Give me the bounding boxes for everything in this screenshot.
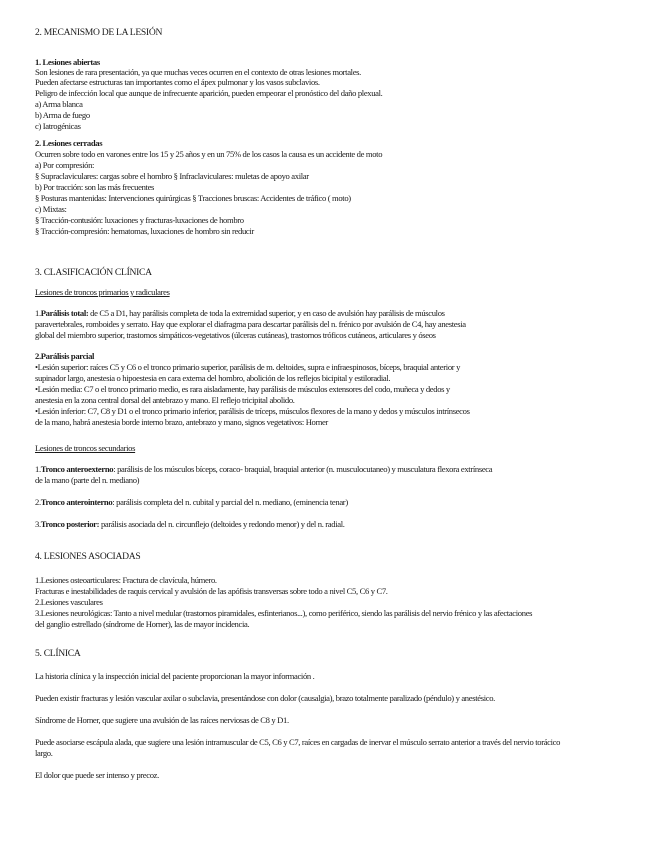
tronco-posterior-text: parálisis asociada del n. circunflejo (deltoides y redondo menor) y del n. radial. (99, 519, 345, 529)
list-item: § Posturas mantenidas: Intervenciones quirúrgicas § Tracciones bruscas: Accidentes de tráfico ( moto) (35, 193, 351, 203)
paragraph-line: 3.Tronco posterior: parálisis asociada del n. circunflejo (deltoides y redondo menor) y del n. radial. (35, 519, 345, 529)
subheading-lesiones-cerradas: 2. Lesiones cerradas (35, 138, 103, 148)
paragraph-line: de la mano (parte del n. mediano) (35, 475, 140, 485)
paragraph-line: 3.Lesiones neurológicas: Tanto a nivel medular (trastornos piramidales, esfinterianos...), como periférico, siendo las parálisis del nervio frénico y las afectaciones (35, 608, 533, 618)
paragraph-line: global del miembro superior, trastornos simpáticos-vegetativos (úlceras cutáneas), trastornos tróficos cutáneos, articulares y óseos (35, 330, 436, 340)
paragraph-line: 2.Tronco anterointerno: parálisis completa del n. cubital y parcial del n. mediano, (eminencia tenar) (35, 497, 348, 507)
paragraph-line: •Lesión media: C7 o el tronco primario medio, es rara aisladamente, hay parálisis de músculos extensores del codo, muñeca y dedos y (35, 384, 450, 394)
paragraph-line: Puede asociarse escápula alada, que sugiere una lesión intramuscular de C5, C6 y C7, raíces en cargadas de inervar el músculo serrato anterior a través del nervio torácico (35, 737, 561, 747)
list-item: a) Por compresión: (35, 160, 95, 170)
paragraph-line: El dolor que puede ser intenso y precoz. (35, 770, 159, 780)
paragraph-line: paravertebrales, romboides y serrato. Hay que explorar el diafragma para descartar parálisis del n. frénico por avulsión de C4, hay anestesia (35, 319, 466, 329)
subheading-paralisis-parcial: 2.Parálisis parcial (35, 351, 95, 361)
paragraph-line: de la mano, habrá anestesia borde interno brazo, antebrazo y mano, signos vegetativos: Horner (35, 417, 328, 427)
tronco-anterointerno-label: Tronco anterointerno (40, 497, 113, 507)
section-heading-lesiones-asociadas: 4. LESIONES ASOCIADAS (35, 551, 141, 562)
section-heading-clasificacion: 3. CLASIFICACIÓN CLÍNICA (35, 267, 152, 278)
paragraph-line: 1.Lesiones osteoarticulares: Fractura de clavícula, húmero. (35, 575, 217, 585)
paragraph-line: del ganglio estrellado (síndrome de Horner), las de mayor incidencia. (35, 619, 250, 629)
paragraph-line: 1.Parálisis total: de C5 a D1, hay parálisis completa de toda la extremidad superior, y en caso de avulsión hay parálisis de músculos (35, 308, 445, 318)
list-item: c) Iatrogénicas (35, 121, 81, 131)
list-item: a) Arma blanca (35, 99, 83, 109)
paragraph-line: supinador largo, anestesia o hipoestesia en cara externa del hombro, abolición de los reflejos bicipital y estiloradial. (35, 373, 391, 383)
paragraph-line: Son lesiones de rara presentación, ya que muchas veces ocurren en el contexto de otras lesiones mortales. (35, 67, 361, 77)
paragraph-line: 2.Lesiones vasculares (35, 597, 103, 607)
paragraph-line: Peligro de infección local que aunque de infrecuente aparición, pueden empeorar el pronóstico del daño plexual. (35, 88, 383, 98)
paralisis-total-label: Parálisis total: (40, 308, 89, 318)
paragraph-line: •Lesión inferior: C7, C8 y D1 o el tronco primario inferior, parálisis de tríceps, músculos flexores de la mano y dedos y músculos intrínsecos (35, 406, 470, 416)
paragraph-line: Fracturas e inestabilidades de raquis cervical y avulsión de las apófisis transversas sobre todo a nivel C5, C6 y C7. (35, 586, 388, 596)
paragraph-line: Pueden existir fracturas y lesión vascular axilar o subclavia, presentándose con dolor (causalgia), brazo totalmente paralizado (péndulo) y anestésico. (35, 693, 495, 703)
list-item: § Tracción-contusión: luxaciones y fracturas-luxaciones de hombro (35, 215, 244, 225)
subheading-lesiones-abiertas: 1. Lesiones abiertas (35, 57, 100, 67)
list-item: § Supraclaviculares: cargas sobre el hombro § Infraclaviculares: muletas de apoyo axilar (35, 171, 309, 181)
paragraph-line: anestesia en la zona central dorsal del antebrazo y mano. El reflejo tricipital abolido. (35, 395, 295, 405)
tronco-posterior-label: Tronco posterior: (40, 519, 100, 529)
section-heading-mecanismo: 2. MECANISMO DE LA LESIÓN (35, 27, 163, 38)
paralisis-total-text: de C5 a D1, hay parálisis completa de toda la extremidad superior, y en caso de avulsión hay parálisis de músculos (88, 308, 445, 318)
list-item: b) Arma de fuego (35, 110, 90, 120)
paragraph-line: Ocurren sobre todo en varones entre los 15 y 25 años y en un 75% de los casos la causa es un accidente de moto (35, 149, 383, 159)
subheading-troncos-secundarios: Lesiones de troncos secundarios (35, 443, 136, 453)
list-item: b) Por tracción: son las más frecuentes (35, 182, 155, 192)
paragraph-line: Síndrome de Horner, que sugiere una avulsión de las raíces nerviosas de C8 y D1. (35, 715, 289, 725)
tronco-anteroexterno-text: : parálisis de los músculos bíceps, coraco- braquial, braquial anterior (n. musculocutaneo) y musculatura flexora extrínseca (113, 464, 493, 474)
subheading-troncos-primarios: Lesiones de troncos primarios y radiculares (35, 287, 170, 297)
paragraph-line: 1.Tronco anteroexterno: parálisis de los músculos bíceps, coraco- braquial, braquial anterior (n. musculocutaneo) y musculatura flexora extrínseca (35, 464, 493, 474)
paragraph-line: Pueden afectarse estructuras tan importantes como el ápex pulmonar y los vasos subclavios. (35, 77, 320, 87)
paragraph-line: •Lesión superior: raíces C5 y C6 o el tronco primario superior, parálisis de m. deltoides, supra e infraespinosos, bíceps, braquial anterior y (35, 362, 461, 372)
list-item: c) Mixtas: (35, 204, 67, 214)
section-heading-clinica: 5. CLÍNICA (35, 648, 81, 659)
list-item: § Tracción-compresión: hematomas, luxaciones de hombro sin reducir (35, 226, 254, 236)
tronco-anteroexterno-label: Tronco anteroexterno (40, 464, 114, 474)
paragraph-line: largo. (35, 748, 53, 758)
paragraph-line: La historia clínica y la inspección inicial del paciente proporcionan la mayor información . (35, 671, 315, 681)
tronco-anterointerno-text: : parálisis completa del n. cubital y parcial del n. mediano, (eminencia tenar) (112, 497, 348, 507)
